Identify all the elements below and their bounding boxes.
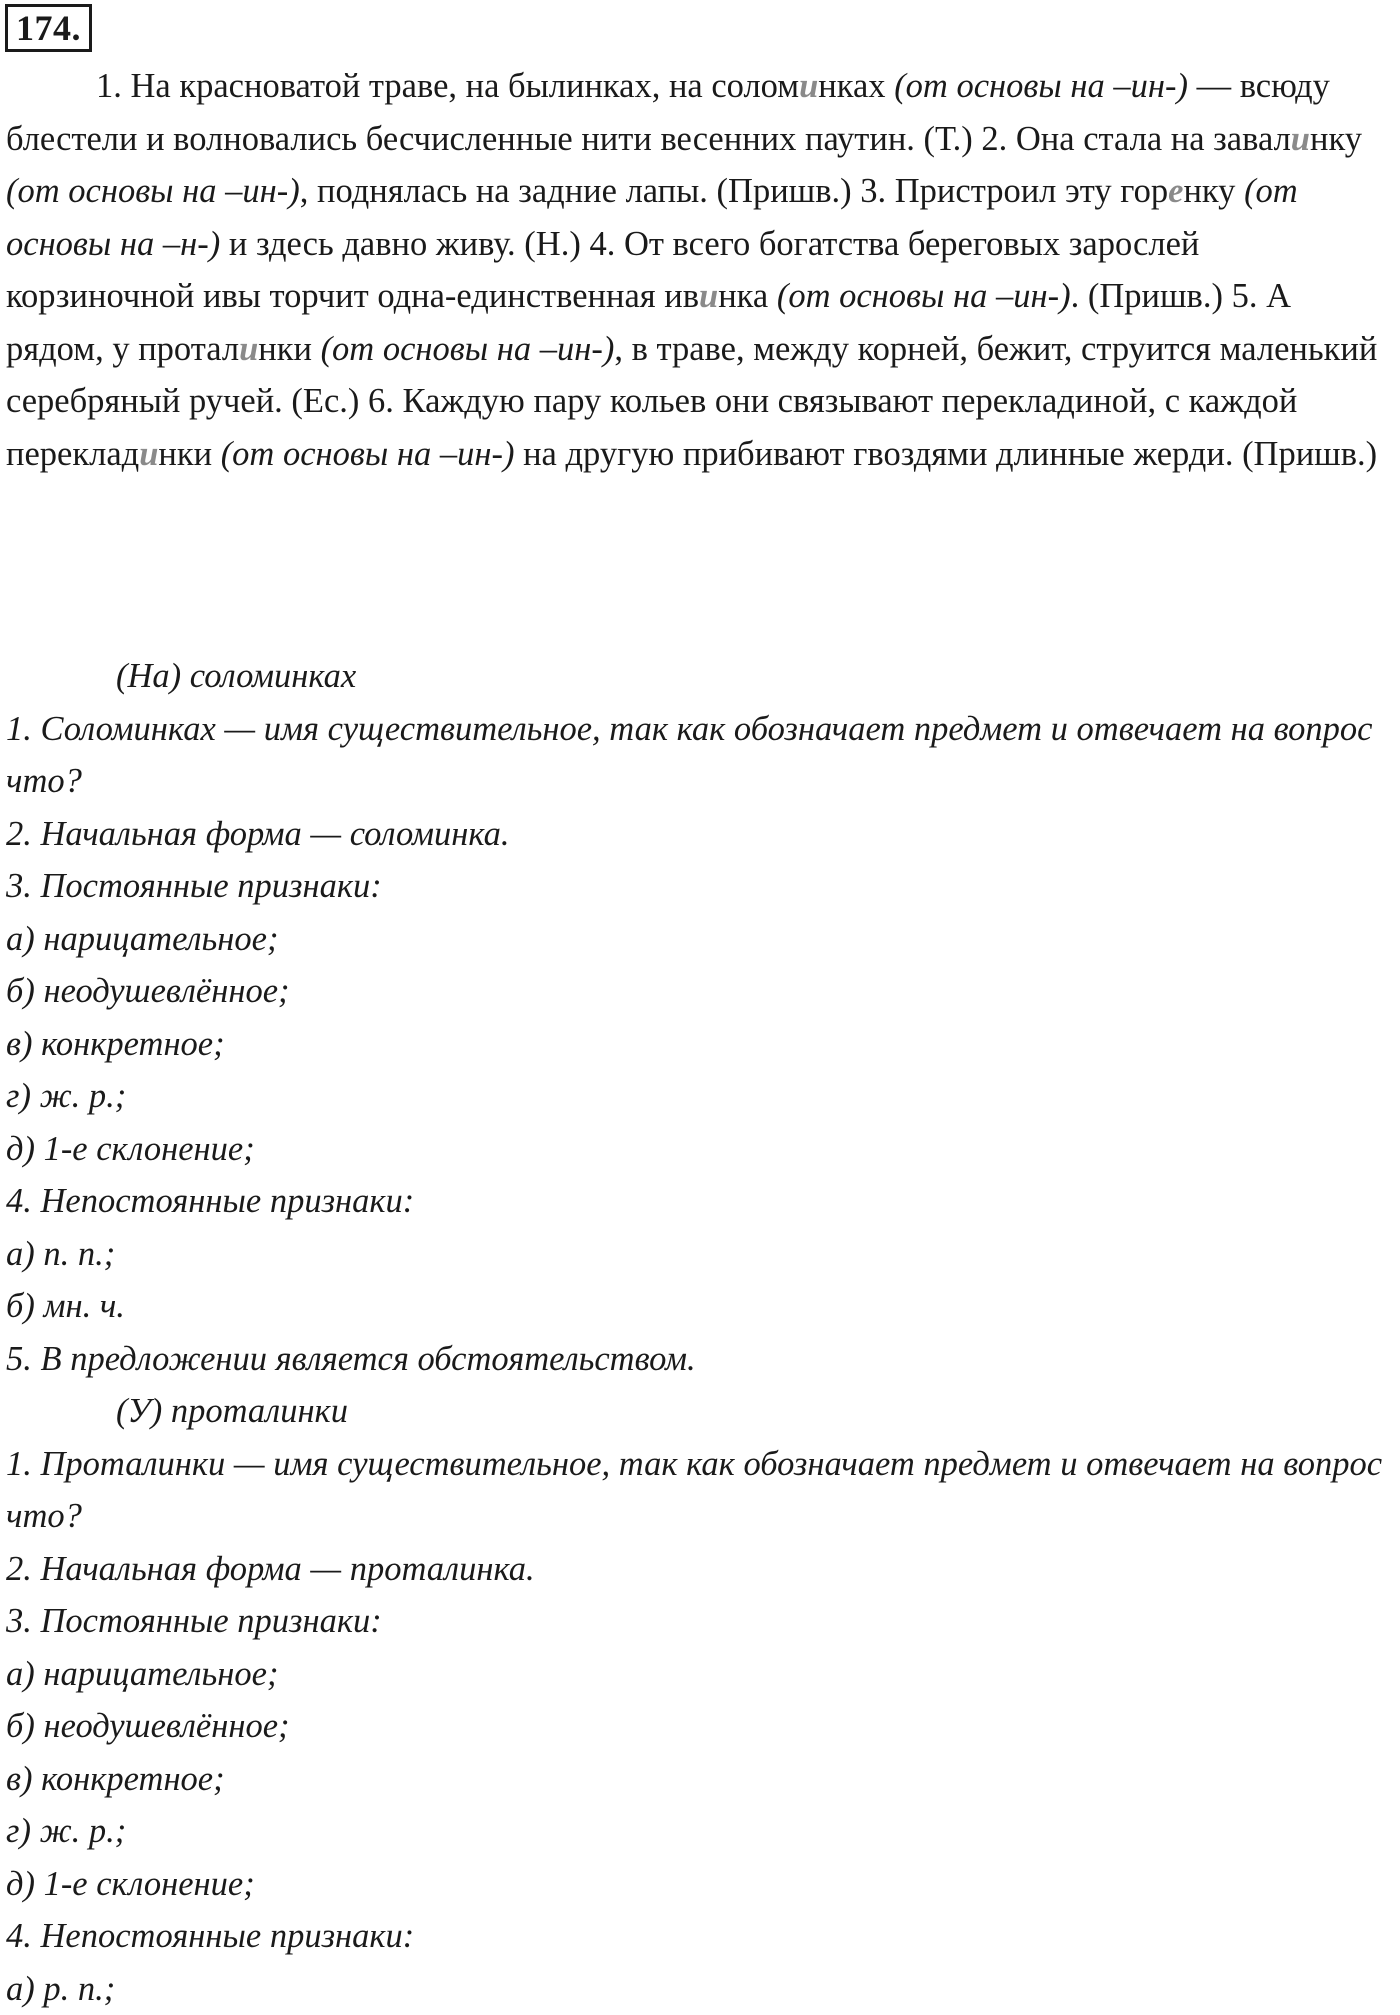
- text-fragment: нка: [718, 277, 777, 315]
- stem-note: (от основы на –н-): [6, 172, 1298, 263]
- analysis-point-2: 2. Начальная форма — проталинка.: [6, 1543, 1384, 1596]
- analysis-protalinki: [6, 1385, 1384, 2015]
- analysis-point-1: 1. Соломинках — имя существительное, так как обозначает предмет и отвечает на вопрос что?: [6, 703, 1384, 808]
- analysis-heading: (На) соломинках: [6, 650, 1384, 703]
- analysis-point-4: 4. Непостоянные признаки:: [6, 1910, 1384, 1963]
- stem-note: (от основы на –ин-): [221, 435, 515, 473]
- highlighted-vowel: и: [1291, 120, 1310, 158]
- text-fragment: нках: [818, 67, 894, 105]
- text-fragment: 1. На красноватой траве, на былинках, на солом: [96, 67, 799, 105]
- highlighted-vowel: и: [239, 330, 258, 368]
- analysis-point-4: 4. Непостоянные признаки:: [6, 1175, 1384, 1228]
- analysis-point-3: 3. Постоянные признаки:: [6, 860, 1384, 913]
- permanent-feature: д) 1-е склонение;: [6, 1123, 1384, 1176]
- analysis-solominkah: [6, 650, 1384, 1385]
- stem-note: (от основы на –ин-): [894, 67, 1188, 105]
- permanent-feature: в) конкретное;: [6, 1018, 1384, 1071]
- permanent-feature: г) ж. р.;: [6, 1070, 1384, 1123]
- permanent-feature: а) нарицательное;: [6, 1648, 1384, 1701]
- variable-feature: б) мн. ч.: [6, 1280, 1384, 1333]
- text-fragment: нку: [1183, 172, 1244, 210]
- analysis-point-1: 1. Проталинки — имя существительное, так как обозначает предмет и отвечает на вопрос что?: [6, 1438, 1384, 1543]
- text-fragment: , в траве, между корней, бежит, струится маленький серебряный ручей. (Ес.) 6. Каждую пару кольев они связывают перекладиной, с каждой переклад: [6, 330, 1377, 473]
- stem-note: (от основы на –ин-): [777, 277, 1071, 315]
- stem-note: (от основы на –ин-): [321, 330, 615, 368]
- permanent-feature: в) конкретное;: [6, 1753, 1384, 1806]
- permanent-feature: а) нарицательное;: [6, 913, 1384, 966]
- text-fragment: нки: [158, 435, 220, 473]
- analysis-point-2: 2. Начальная форма — соломинка.: [6, 808, 1384, 861]
- exercise-number-box: 174.: [5, 4, 92, 52]
- exercise-text: [6, 60, 1384, 480]
- text-fragment: на другую прибивают гвоздями длинные жерди. (Пришв.): [514, 435, 1377, 473]
- permanent-feature: б) неодушевлённое;: [6, 1700, 1384, 1753]
- variable-feature: а) п. п.;: [6, 1228, 1384, 1281]
- analysis-heading: (У) проталинки: [6, 1385, 1384, 1438]
- highlighted-vowel: и: [139, 435, 158, 473]
- permanent-feature: б) неодушевлённое;: [6, 965, 1384, 1018]
- analysis-point-5: 5. В предложении является обстоятельством.: [6, 1333, 1384, 1386]
- text-fragment: — всюду блестели и волновались бесчисленные нити весенних паутин. (Т.) 2. Она стала на завал: [6, 67, 1330, 158]
- highlighted-vowel: е: [1168, 172, 1183, 210]
- permanent-feature: г) ж. р.;: [6, 1805, 1384, 1858]
- analysis-point-3: 3. Постоянные признаки:: [6, 1595, 1384, 1648]
- highlighted-vowel: и: [699, 277, 718, 315]
- text-fragment: нку: [1310, 120, 1362, 158]
- text-fragment: нки: [258, 330, 320, 368]
- stem-note: (от основы на –ин-): [6, 172, 300, 210]
- text-fragment: , поднялась на задние лапы. (Пришв.) 3. Пристроил эту гор: [300, 172, 1168, 210]
- highlighted-vowel: и: [799, 67, 818, 105]
- text-fragment: . (Пришв.) 5. А рядом, у протал: [6, 277, 1291, 368]
- variable-feature: а) р. п.;: [6, 1963, 1384, 2015]
- text-fragment: и здесь давно живу. (Н.) 4. От всего богатства береговых зарослей корзиночной ивы торчит одна-единственная ив: [6, 225, 1199, 316]
- permanent-feature: д) 1-е склонение;: [6, 1858, 1384, 1911]
